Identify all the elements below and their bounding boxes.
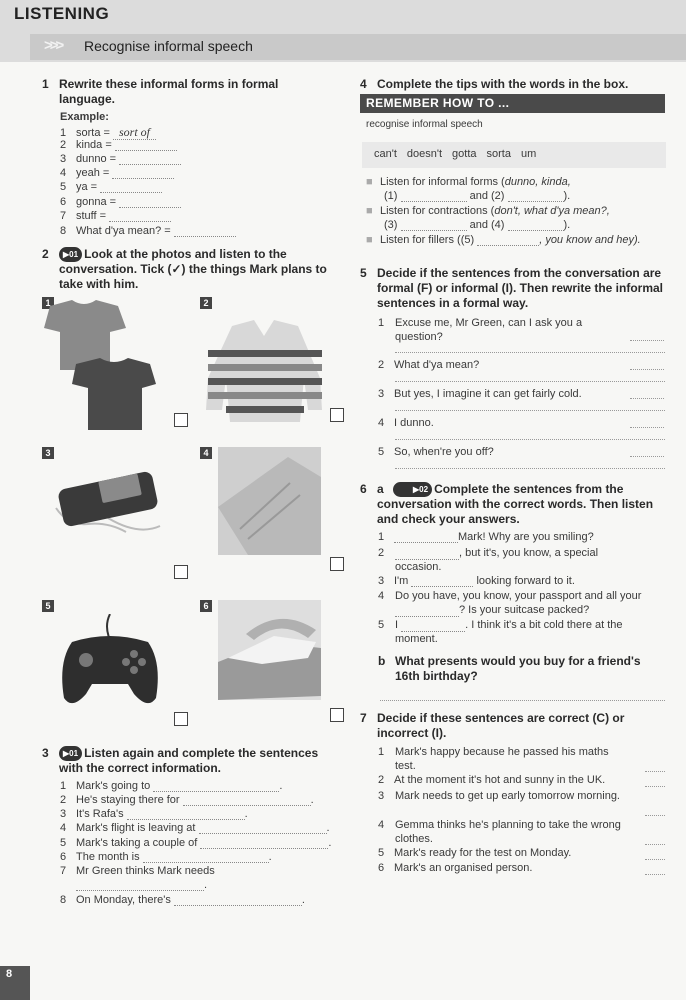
q1-item[interactable]: 2 kinda = xyxy=(60,139,177,151)
tick-box[interactable] xyxy=(174,712,188,726)
q1-item[interactable]: 3 dunno = xyxy=(60,153,181,165)
tip-answer[interactable]: (1) and (2) ). xyxy=(384,190,571,202)
answer-line[interactable] xyxy=(395,439,665,440)
answer-line[interactable] xyxy=(630,398,664,399)
tick-box[interactable] xyxy=(330,557,344,571)
remember-subtitle: recognise informal speech xyxy=(366,119,483,130)
q1-item[interactable]: 7 stuff = xyxy=(60,210,171,222)
audio-play-icon[interactable]: ▶01 xyxy=(59,247,82,262)
page-number: 8 xyxy=(6,968,13,980)
q6-item[interactable]: 5 I . I think it's a bit cold there at the moment. xyxy=(378,619,623,645)
page-number-tab xyxy=(0,966,30,1000)
q3-item[interactable]: 2 He's staying there for . xyxy=(60,794,314,806)
q7-item: 2 At the moment it's hot and sunny in the UK. xyxy=(378,774,606,786)
photo-number: 2 xyxy=(200,297,212,309)
q3-item[interactable]: 1 Mark's going to . xyxy=(60,780,283,792)
answer-box[interactable] xyxy=(645,771,665,772)
q5-item: 4 I dunno. xyxy=(378,417,434,429)
q5-instruction: 5 Decide if the sentences from the conversation are formal (F) or informal (I). Then rewrite the informal sentences in a formal way. xyxy=(360,266,664,310)
audio-play-icon[interactable]: ▶02 xyxy=(393,482,432,497)
tip-item: ■ Listen for contractions (don't, what d'ya mean?, xyxy=(366,205,610,217)
mp3-player-photo xyxy=(48,466,173,546)
book-photo xyxy=(218,447,321,555)
q7-item: 3 Mark needs to get up early tomorrow morning. xyxy=(378,790,620,802)
q3-item[interactable]: 7 Mr Green thinks Mark needs xyxy=(60,865,215,877)
word-box-words: can't doesn't gotta sorta um xyxy=(374,148,537,160)
q7-item: 5 Mark's ready for the test on Monday. xyxy=(378,847,572,859)
game-controller-photo xyxy=(58,614,162,714)
answer-box[interactable] xyxy=(645,859,665,860)
answer-line[interactable] xyxy=(395,352,665,353)
photo-number: 3 xyxy=(42,447,54,459)
answer-box[interactable] xyxy=(645,786,665,787)
tip-item[interactable]: ■ Listen for fillers ((5) , you know and hey). xyxy=(366,234,641,246)
answer-line[interactable] xyxy=(630,369,664,370)
q3-item[interactable]: 3 It's Rafa's . xyxy=(60,808,248,820)
q6-item[interactable]: 2 , but it's, you know, a special occasion. xyxy=(378,547,599,573)
q7-item: 6 Mark's an organised person. xyxy=(378,862,533,874)
q6b-instruction: b What presents would you buy for a friend's 16th birthday? xyxy=(378,654,641,683)
audio-play-icon[interactable]: ▶01 xyxy=(59,746,82,761)
q5-item: 3 But yes, I imagine it can get fairly cold. xyxy=(378,388,582,400)
tick-box[interactable] xyxy=(330,708,344,722)
tip-answer[interactable]: (3) and (4) ). xyxy=(384,219,571,231)
tshirts-photo xyxy=(42,298,162,434)
tick-box[interactable] xyxy=(174,413,188,427)
q6-item[interactable]: 1 Mark! Why are you smiling? xyxy=(378,531,594,543)
answer-box[interactable] xyxy=(645,844,665,845)
q1-instruction: 1 Rewrite these informal forms in formal language. xyxy=(42,77,279,106)
q3-item[interactable]: 5 Mark's taking a couple of . xyxy=(60,837,332,849)
q1-item: 1 sorta = sort of xyxy=(60,125,156,140)
photo-number: 5 xyxy=(42,600,54,612)
q1-item[interactable]: 4 yeah = xyxy=(60,167,174,179)
section-subtitle: Recognise informal speech xyxy=(84,38,253,54)
tick-box[interactable] xyxy=(174,565,188,579)
answer-line[interactable] xyxy=(395,381,665,382)
chevron-icon: >>> xyxy=(44,37,62,54)
q3-instruction: 3 ▶01 Listen again and complete the sentences with the correct information. xyxy=(42,746,319,776)
remember-banner: REMEMBER HOW TO ... xyxy=(360,94,665,113)
answer-line[interactable] xyxy=(630,456,664,457)
q6-item[interactable]: 3 I'm looking forward to it. xyxy=(378,575,575,587)
answer-line[interactable] xyxy=(630,427,664,428)
q4-instruction: 4 Complete the tips with the words in the box. xyxy=(360,77,629,91)
notebook-photo xyxy=(218,600,321,700)
q1-example-label: Example: xyxy=(60,111,109,123)
q1-item[interactable]: 8 What d'ya mean? = xyxy=(60,225,236,237)
q3-item[interactable]: 6 The month is . xyxy=(60,851,272,863)
q6a-instruction: 6 a ▶02 Complete the sentences from the conversation with the correct words. Then listen and check your answers. xyxy=(360,482,654,527)
page-title: LISTENING xyxy=(14,4,110,23)
q6-item[interactable]: 4 Do you have, you know, your passport and all your ? Is your suitcase packed? xyxy=(378,590,642,616)
q3-item[interactable]: 4 Mark's flight is leaving at . xyxy=(60,822,330,834)
tick-box[interactable] xyxy=(330,408,344,422)
answer-line[interactable] xyxy=(630,340,664,341)
answer-box[interactable] xyxy=(645,815,665,816)
q1-item[interactable]: 5 ya = xyxy=(60,181,162,193)
q7-item: 4 Gemma thinks he's planning to take the wrong clothes. xyxy=(378,819,621,845)
tip-item: ■ Listen for informal forms (dunno, kinda, xyxy=(366,176,571,188)
answer-line[interactable] xyxy=(380,700,665,701)
q3-item[interactable]: 8 On Monday, there's . xyxy=(60,894,305,906)
photo-number: 1 xyxy=(42,297,54,309)
photo-number: 4 xyxy=(200,447,212,459)
answer-line[interactable] xyxy=(395,410,665,411)
q5-item: 5 So, when're you off? xyxy=(378,446,494,458)
q1-item[interactable]: 6 gonna = xyxy=(60,196,181,208)
q5-item: 1 Excuse me, Mr Green, can I ask you a question? xyxy=(378,317,583,343)
answer-line[interactable] xyxy=(395,468,665,469)
sweater-photo xyxy=(202,318,327,426)
q7-item: 1 Mark's happy because he passed his maths test. xyxy=(378,746,609,772)
q2-instruction: 2 ▶01 Look at the photos and listen to the conversation. Tick (✓) the things Mark plans to take with him. xyxy=(42,247,327,292)
photo-number: 6 xyxy=(200,600,212,612)
q3-answer-line[interactable]: . xyxy=(76,879,207,891)
answer-box[interactable] xyxy=(645,874,665,875)
q5-item: 2 What d'ya mean? xyxy=(378,359,480,371)
q7-instruction: 7 Decide if these sentences are correct (C) or incorrect (I). xyxy=(360,711,625,740)
